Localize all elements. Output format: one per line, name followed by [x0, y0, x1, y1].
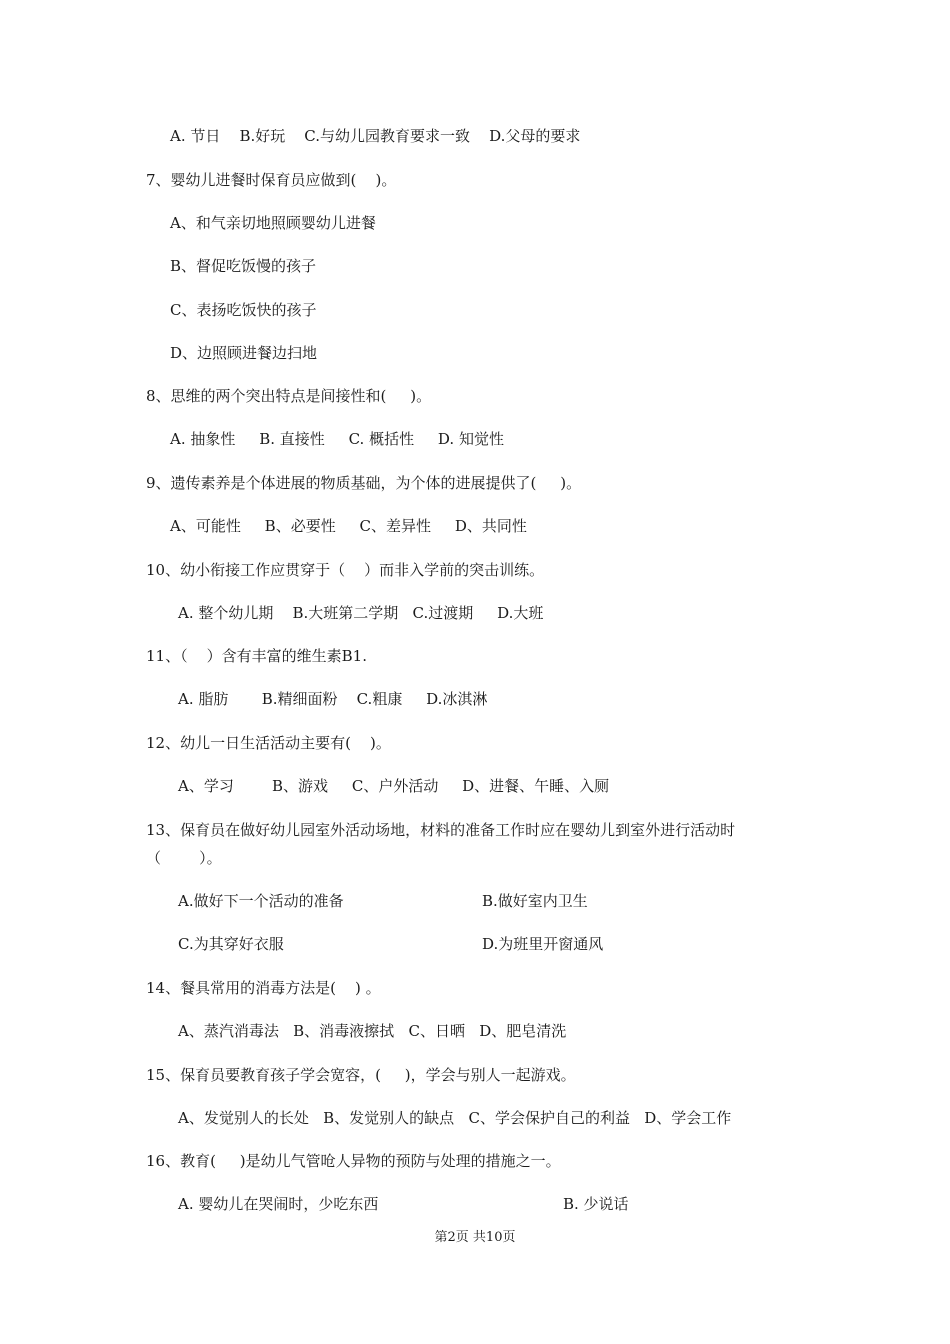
- question-stem: 15、保育员要教育孩子学会宽容，( )，学会与别人一起游戏。: [146, 1066, 576, 1084]
- option-row: A、蒸汽消毒法 B、消毒液擦拭 C、日晒 D、肥皂清洗: [178, 1022, 567, 1040]
- option-a: A、和气亲切地照顾婴幼儿进餐: [170, 214, 376, 232]
- option-d: D.为班里开窗通风: [482, 935, 604, 953]
- prev-question-options: A. 节日 B.好玩 C.与幼儿园教育要求一致 D.父母的要求: [170, 127, 581, 145]
- question-stem: 12、幼儿一日生活活动主要有( )。: [146, 734, 391, 752]
- option-d: D、边照顾进餐边扫地: [170, 344, 318, 362]
- option-a: A.做好下一个活动的准备: [178, 892, 344, 910]
- option-row: A. 整个幼儿期 B.大班第二学期 C.过渡期 D.大班: [178, 604, 544, 622]
- option-b: B、督促吃饭慢的孩子: [170, 257, 317, 275]
- question-stem: 16、教育( )是幼儿气管呛人异物的预防与处理的措施之一。: [146, 1152, 561, 1170]
- question-stem: 13、保育员在做好幼儿园室外活动场地，材料的准备工作时应在婴幼儿到室外进行活动时: [146, 821, 736, 839]
- option-b: B.做好室内卫生: [482, 892, 588, 910]
- option-row: A. 抽象性 B. 直接性 C. 概括性 D. 知觉性: [170, 430, 504, 448]
- option-c: C.为其穿好衣服: [178, 935, 284, 953]
- option-row: A、发觉别人的长处 B、发觉别人的缺点 C、学会保护自己的利益 D、学会工作: [178, 1109, 732, 1127]
- question-stem: 9、遗传素养是个体进展的物质基础，为个体的进展提供了( )。: [146, 474, 582, 492]
- option-row: A、可能性 B、必要性 C、差异性 D、共同性: [170, 517, 527, 535]
- question-stem: 10、幼小衔接工作应贯穿于（ ）而非入学前的突击训练。: [146, 561, 545, 579]
- question-stem: 14、餐具常用的消毒方法是( ) 。: [146, 979, 381, 997]
- option-row: A、学习 B、游戏 C、户外活动 D、进餐、午睡、入厕: [178, 777, 610, 795]
- question-stem: 8、思维的两个突出特点是间接性和( )。: [146, 387, 432, 405]
- question-stem: 7、婴幼儿进餐时保育员应做到( )。: [146, 171, 397, 189]
- option-row: A. 脂肪 B.精细面粉 C.粗康 D.冰淇淋: [178, 690, 488, 708]
- page-footer: 第2页 共10页: [434, 1230, 516, 1245]
- option-b: B. 少说话: [563, 1195, 629, 1213]
- option-a: A. 婴幼儿在哭闹时，少吃东西: [178, 1195, 379, 1213]
- question-stem: 11、（ ）含有丰富的维生素B1.: [146, 647, 367, 665]
- option-c: C、表扬吃饭快的孩子: [170, 301, 317, 319]
- question-stem-continued: （ ）。: [146, 849, 222, 867]
